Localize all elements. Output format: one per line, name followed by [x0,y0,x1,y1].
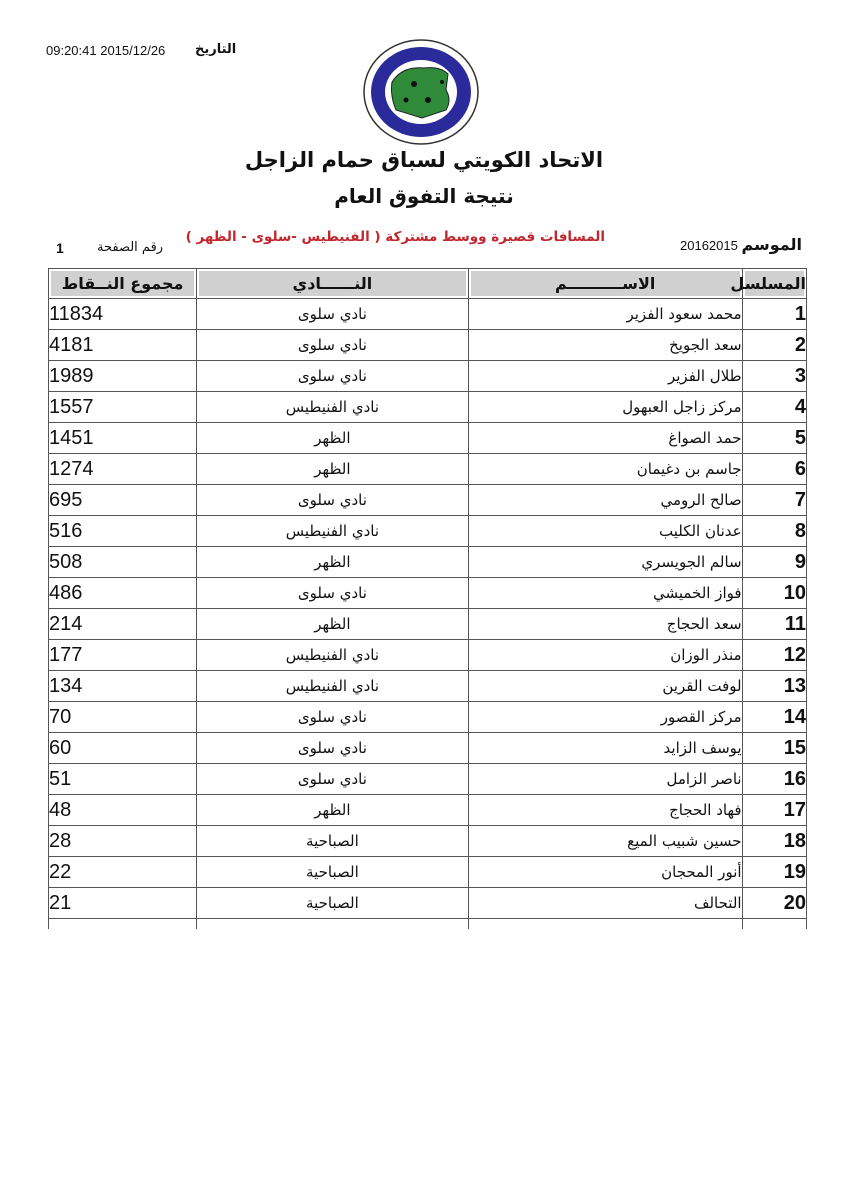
cell-club: نادي سلوى [197,361,469,392]
cell-club: نادي الفنيطيس [197,516,469,547]
cell-serial: 14 [742,702,806,733]
cell-serial: 6 [742,454,806,485]
cell-club: الظهر [197,609,469,640]
cell-serial: 11 [742,609,806,640]
report-date-label: التاريخ [195,42,237,57]
page-number-label: رقم الصفحة [97,240,164,255]
cell-serial: 10 [742,578,806,609]
cell-points: 11834 [49,299,197,330]
column-header-club: النــــــادي [197,269,469,299]
column-header-points: مجموع النــقاط [49,269,197,299]
cell-serial: 5 [742,423,806,454]
page-number-value: 1 [56,240,64,256]
results-table [48,268,807,929]
cell-name: حسين شبيب الميع [468,826,742,857]
empty-cell [197,919,469,930]
cell-points: 177 [49,640,197,671]
cell-points: 134 [49,671,197,702]
cell-serial: 12 [742,640,806,671]
cell-club: الصباحية [197,826,469,857]
season-label: الموسم [741,235,802,254]
table-row [49,640,807,671]
table-row [49,361,807,392]
table-row [49,795,807,826]
cell-club: الصباحية [197,888,469,919]
page-subtitle: نتيجة التفوق العام [334,184,514,208]
table-row [49,547,807,578]
cell-club: نادي الفنيطيس [197,640,469,671]
table-row [49,702,807,733]
cell-name: التحالف [468,888,742,919]
cell-club: الظهر [197,547,469,578]
cell-name: سعد الجويخ [468,330,742,361]
empty-cell [742,919,806,930]
table-continuation-row [49,919,807,930]
cell-club: الصباحية [197,857,469,888]
cell-points: 28 [49,826,197,857]
season-value: 20162015 [680,238,738,253]
table-header-row [49,269,807,299]
table-row [49,578,807,609]
column-header-name: الاســــــــــم [468,269,742,299]
cell-club: نادي سلوى [197,485,469,516]
empty-cell [468,919,742,930]
cell-name: سالم الجويسري [468,547,742,578]
cell-points: 1274 [49,454,197,485]
cell-points: 1451 [49,423,197,454]
cell-serial: 8 [742,516,806,547]
report-date-value: 09:20:41 2015/12/26 [46,43,166,58]
cell-points: 214 [49,609,197,640]
cell-club: نادي سلوى [197,702,469,733]
cell-points: 516 [49,516,197,547]
page-title: الاتحاد الكويتي لسباق حمام الزاجل [244,148,604,172]
cell-club: نادي سلوى [197,299,469,330]
cell-points: 486 [49,578,197,609]
table-row [49,299,807,330]
cell-name: سعد الحجاج [468,609,742,640]
cell-serial: 15 [742,733,806,764]
cell-name: محمد سعود الفزير [468,299,742,330]
cell-club: الظهر [197,795,469,826]
cell-points: 22 [49,857,197,888]
cell-serial: 4 [742,392,806,423]
race-description: المسافات قصيرة ووسط مشتركة ( الفنيطيس -سلوى - الظهر ) [185,229,605,245]
cell-club: نادي الفنيطيس [197,392,469,423]
cell-club: نادي سلوى [197,330,469,361]
table-row [49,454,807,485]
table-row [49,888,807,919]
cell-club: الظهر [197,454,469,485]
cell-serial: 19 [742,857,806,888]
cell-serial: 18 [742,826,806,857]
table-row [49,392,807,423]
cell-name: ناصر الزامل [468,764,742,795]
cell-name: حمد الصواغ [468,423,742,454]
table-row [49,423,807,454]
cell-name: مركز زاجل العبهول [468,392,742,423]
cell-serial: 13 [742,671,806,702]
table-row [49,671,807,702]
federation-seal-icon [362,38,480,146]
cell-club: نادي سلوى [197,578,469,609]
cell-name: منذر الوزان [468,640,742,671]
cell-points: 508 [49,547,197,578]
cell-name: عدنان الكليب [468,516,742,547]
cell-club: الظهر [197,423,469,454]
cell-club: نادي الفنيطيس [197,671,469,702]
table-row [49,857,807,888]
cell-name: فواز الخميشي [468,578,742,609]
cell-serial: 9 [742,547,806,578]
cell-points: 70 [49,702,197,733]
cell-name: لوفت القرين [468,671,742,702]
cell-club: نادي سلوى [197,764,469,795]
cell-points: 1557 [49,392,197,423]
federation-logo [362,38,480,146]
cell-points: 695 [49,485,197,516]
cell-points: 51 [49,764,197,795]
empty-cell [49,919,197,930]
cell-serial: 17 [742,795,806,826]
table-row [49,733,807,764]
cell-serial: 2 [742,330,806,361]
cell-serial: 20 [742,888,806,919]
table-row [49,609,807,640]
cell-serial: 3 [742,361,806,392]
cell-name: صالح الرومي [468,485,742,516]
cell-name: أنور المحجان [468,857,742,888]
cell-name: مركز القصور [468,702,742,733]
cell-club: نادي سلوى [197,733,469,764]
table-row [49,516,807,547]
cell-name: جاسم بن دغيمان [468,454,742,485]
cell-name: فهاد الحجاج [468,795,742,826]
cell-name: طلال الفزير [468,361,742,392]
cell-serial: 7 [742,485,806,516]
table-row [49,764,807,795]
table-row [49,485,807,516]
cell-name: يوسف الزايد [468,733,742,764]
table-row [49,330,807,361]
cell-points: 21 [49,888,197,919]
cell-serial: 1 [742,299,806,330]
cell-serial: 16 [742,764,806,795]
cell-points: 48 [49,795,197,826]
cell-points: 4181 [49,330,197,361]
cell-points: 60 [49,733,197,764]
cell-points: 1989 [49,361,197,392]
column-header-serial: المسلسل [742,269,806,299]
table-row [49,826,807,857]
